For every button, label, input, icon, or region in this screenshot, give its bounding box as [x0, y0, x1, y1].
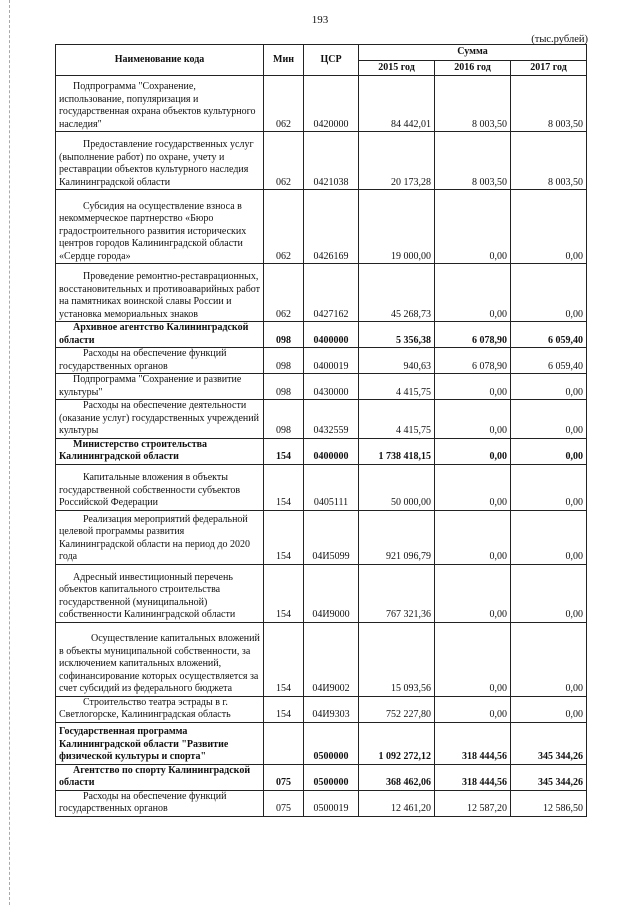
row-name-cell: Осуществление капитальных вложений в объекты муниципальной собственности, за исключением капитальных вложений, софинансирование которых осуществляется за счет субсидий из федерального бюджета	[56, 622, 264, 696]
row-name-cell: Расходы на обеспечение функций государственных органов	[56, 790, 264, 816]
row-2017-cell: 0,00	[511, 464, 587, 510]
row-2016-cell: 0,00	[435, 696, 511, 722]
header-2017: 2017 год	[511, 60, 587, 76]
row-2017-cell: 0,00	[511, 264, 587, 322]
row-2017-cell: 345 344,26	[511, 764, 587, 790]
row-2015-cell: 1 092 272,12	[359, 722, 435, 764]
table-row	[56, 348, 587, 374]
row-2015-cell: 940,63	[359, 348, 435, 374]
row-2016-cell: 318 444,56	[435, 764, 511, 790]
row-2017-cell: 8 003,50	[511, 132, 587, 190]
row-csr-cell: 0500000	[304, 764, 359, 790]
row-min-cell: 154	[264, 696, 304, 722]
row-name-cell: Подпрограмма "Сохранение, использование, популяризация и государственная охрана объектов культурного наследия"	[56, 76, 264, 132]
table-row	[56, 790, 587, 816]
row-csr-cell: 0405111	[304, 464, 359, 510]
row-min-cell: 154	[264, 564, 304, 622]
page-number: 193	[311, 14, 329, 26]
row-name-cell: Реализация мероприятий федеральной целевой программы развития Калининградской области на период до 2020 года	[56, 510, 264, 564]
row-min-cell: 098	[264, 348, 304, 374]
row-2017-cell: 8 003,50	[511, 76, 587, 132]
row-2017-cell: 0,00	[511, 622, 587, 696]
row-csr-cell: 0500019	[304, 790, 359, 816]
row-2015-cell: 84 442,01	[359, 76, 435, 132]
row-min-cell	[264, 722, 304, 764]
row-min-cell: 098	[264, 322, 304, 348]
table-row	[56, 264, 587, 322]
row-2016-cell: 0,00	[435, 190, 511, 264]
row-2015-cell: 12 461,20	[359, 790, 435, 816]
row-csr-cell: 0421038	[304, 132, 359, 190]
header-2016: 2016 год	[435, 60, 511, 76]
row-2016-cell: 8 003,50	[435, 132, 511, 190]
row-name-cell: Расходы на обеспечение деятельности (оказание услуг) государственных учреждений культуры	[56, 400, 264, 439]
table-row	[56, 400, 587, 439]
row-2016-cell: 0,00	[435, 564, 511, 622]
header-min: Мин	[264, 45, 304, 76]
header-2015: 2015 год	[359, 60, 435, 76]
row-2016-cell: 0,00	[435, 464, 511, 510]
row-csr-cell: 0400000	[304, 322, 359, 348]
row-name-cell: Капитальные вложения в объекты государственной собственности субъектов Российской Федерации	[56, 464, 264, 510]
row-min-cell: 154	[264, 622, 304, 696]
table-row	[56, 374, 587, 400]
row-min-cell: 075	[264, 764, 304, 790]
row-min-cell: 062	[264, 264, 304, 322]
table-row	[56, 696, 587, 722]
row-2017-cell: 6 059,40	[511, 348, 587, 374]
row-2017-cell: 0,00	[511, 510, 587, 564]
row-name-cell: Расходы на обеспечение функций государственных органов	[56, 348, 264, 374]
row-2015-cell: 5 356,38	[359, 322, 435, 348]
header-sum: Сумма	[359, 45, 587, 61]
row-name-cell: Субсидия на осуществление взноса в некоммерческое партнерство «Бюро градостроительного развития исторических центров городов Калининградской области «Сердце города»	[56, 190, 264, 264]
row-2016-cell: 12 587,20	[435, 790, 511, 816]
row-csr-cell: 0400000	[304, 438, 359, 464]
table-row	[56, 564, 587, 622]
row-min-cell: 062	[264, 76, 304, 132]
row-csr-cell: 0420000	[304, 76, 359, 132]
row-2015-cell: 1 738 418,15	[359, 438, 435, 464]
row-name-cell: Государственная программа Калининградской области "Развитие физической культуры и спорта"	[56, 722, 264, 764]
header-name: Наименование кода	[56, 45, 264, 76]
row-2016-cell: 0,00	[435, 264, 511, 322]
row-2017-cell: 12 586,50	[511, 790, 587, 816]
table-row	[56, 76, 587, 132]
row-2015-cell: 368 462,06	[359, 764, 435, 790]
row-2016-cell: 0,00	[435, 510, 511, 564]
row-2015-cell: 45 268,73	[359, 264, 435, 322]
row-2016-cell: 0,00	[435, 400, 511, 439]
row-csr-cell: 0432559	[304, 400, 359, 439]
units-note: (тыс.рублей)	[531, 34, 588, 45]
table-row	[56, 322, 587, 348]
row-2016-cell: 0,00	[435, 622, 511, 696]
header-csr: ЦСР	[304, 45, 359, 76]
row-2017-cell: 0,00	[511, 696, 587, 722]
row-name-cell: Архивное агентство Калининградской области	[56, 322, 264, 348]
row-2015-cell: 921 096,79	[359, 510, 435, 564]
row-2017-cell: 345 344,26	[511, 722, 587, 764]
table-row	[56, 622, 587, 696]
row-min-cell: 154	[264, 438, 304, 464]
row-min-cell: 154	[264, 510, 304, 564]
table-row	[56, 132, 587, 190]
row-2016-cell: 8 003,50	[435, 76, 511, 132]
row-2015-cell: 767 321,36	[359, 564, 435, 622]
row-csr-cell: 0500000	[304, 722, 359, 764]
table-row	[56, 464, 587, 510]
row-2015-cell: 50 000,00	[359, 464, 435, 510]
table-row	[56, 722, 587, 764]
row-2016-cell: 6 078,90	[435, 322, 511, 348]
row-csr-cell: 04И9002	[304, 622, 359, 696]
row-csr-cell: 0400019	[304, 348, 359, 374]
row-2016-cell: 0,00	[435, 438, 511, 464]
row-2016-cell: 318 444,56	[435, 722, 511, 764]
row-2017-cell: 0,00	[511, 400, 587, 439]
row-name-cell: Агентство по спорту Калининградской области	[56, 764, 264, 790]
row-csr-cell: 04И9000	[304, 564, 359, 622]
row-csr-cell: 0426169	[304, 190, 359, 264]
table-row	[56, 510, 587, 564]
row-2017-cell: 0,00	[511, 190, 587, 264]
table-row	[56, 764, 587, 790]
row-2015-cell: 4 415,75	[359, 400, 435, 439]
table-row	[56, 438, 587, 464]
binding-margin	[9, 0, 10, 905]
budget-table	[55, 44, 587, 817]
row-2015-cell: 4 415,75	[359, 374, 435, 400]
row-csr-cell: 04И5099	[304, 510, 359, 564]
row-name-cell: Строительство театра эстрады в г. Светлогорске, Калининградская область	[56, 696, 264, 722]
row-csr-cell: 0430000	[304, 374, 359, 400]
row-name-cell: Подпрограмма "Сохранение и развитие культуры"	[56, 374, 264, 400]
row-name-cell: Адресный инвестиционный перечень объектов капитального строительства государственной (муниципальной) собственности Калининградской области	[56, 564, 264, 622]
row-min-cell: 062	[264, 132, 304, 190]
row-min-cell: 098	[264, 374, 304, 400]
row-2017-cell: 6 059,40	[511, 322, 587, 348]
row-csr-cell: 04И9303	[304, 696, 359, 722]
row-2017-cell: 0,00	[511, 374, 587, 400]
row-2017-cell: 0,00	[511, 438, 587, 464]
row-2017-cell: 0,00	[511, 564, 587, 622]
row-name-cell: Проведение ремонтно-реставрационных, восстановительных и противоаварийных работ на памятниках воинской славы России и установка мемориальных знаков	[56, 264, 264, 322]
row-min-cell: 075	[264, 790, 304, 816]
table-body	[56, 76, 587, 817]
row-name-cell: Предоставление государственных услуг (выполнение работ) по охране, учету и реставрации объектов культурного наследия Калининградской области	[56, 132, 264, 190]
row-csr-cell: 0427162	[304, 264, 359, 322]
row-2015-cell: 19 000,00	[359, 190, 435, 264]
row-2016-cell: 0,00	[435, 374, 511, 400]
row-min-cell: 154	[264, 464, 304, 510]
row-min-cell: 062	[264, 190, 304, 264]
row-2016-cell: 6 078,90	[435, 348, 511, 374]
row-2015-cell: 15 093,56	[359, 622, 435, 696]
row-min-cell: 098	[264, 400, 304, 439]
row-2015-cell: 20 173,28	[359, 132, 435, 190]
row-2015-cell: 752 227,80	[359, 696, 435, 722]
table-row	[56, 190, 587, 264]
row-name-cell: Министерство строительства Калининградской области	[56, 438, 264, 464]
